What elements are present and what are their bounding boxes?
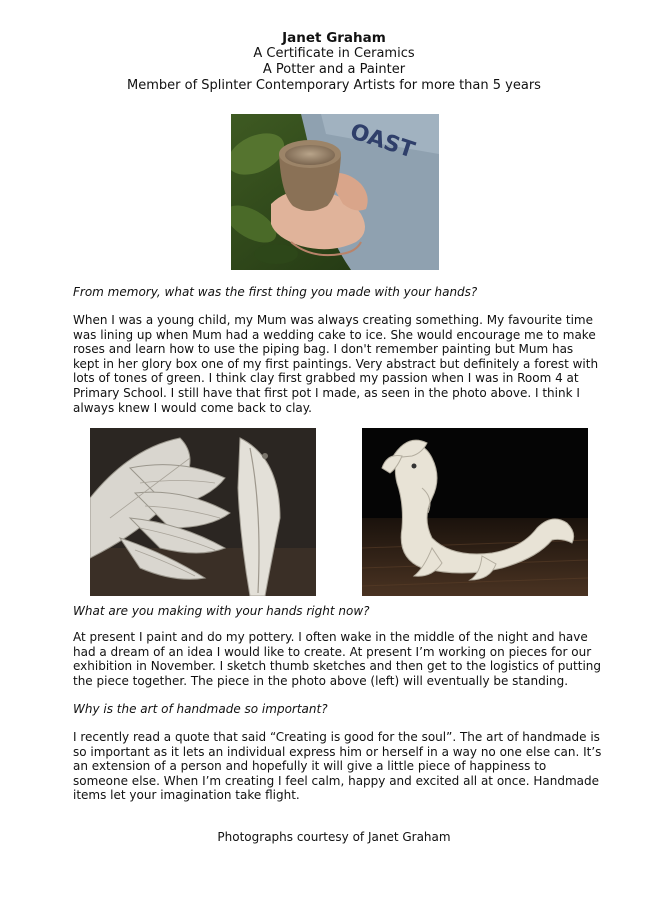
answer-2: At present I paint and do my pottery. I often wake in the middle of the night and have had a dream of an idea I would like to create. At present I’m working on pieces for our exhibition in November. I sketch thumb sketches and then get to the logistics of putting the piece together. The piece in the photo above (left) will eventually be standing. <box>73 630 601 688</box>
sweater-lettering: OAST <box>347 119 418 164</box>
answer-1: When I was a young child, my Mum was always creating something. My favourite time was lining up when Mum had a wedding cake to ice. She would encourage me to make roses and learn how to use the piping bag. I don't remember painting but Mum has kept in her glory box one of my first paintings. Very abstract but definitely a forest with lots of tones of green. I think clay first grabbed my passion when I was in Room 4 at Primary School. I still have that first pot I made, as seen in the photo above. I think I always knew I would come back to clay. <box>73 313 599 415</box>
header <box>0 30 668 94</box>
question-3: Why is the art of handmade so important? <box>73 702 328 716</box>
photo-credit: Photographs courtesy of Janet Graham <box>217 830 451 844</box>
subtitle-membership: Member of Splinter Contemporary Artists for more than 5 years <box>127 78 541 93</box>
photo-clay-wing <box>90 428 316 596</box>
artist-name: Janet Graham <box>282 30 386 46</box>
answer-3: I recently read a quote that said “Creating is good for the soul”. The art of handmade is so important as it lets an individual express him or herself in a way no one else can. It’s an extension of a person and hopefully it will give a little piece of happiness to someone else. When I’m creating I feel calm, happy and excited all at once. Handmade items let your imagination take flight. <box>73 730 602 803</box>
photo-hands-holding-pot <box>231 114 439 270</box>
subtitle-role: A Potter and a Painter <box>262 62 406 77</box>
subtitle-certificate: A Certificate in Ceramics <box>253 46 415 61</box>
question-1: From memory, what was the first thing you made with your hands? <box>73 285 478 299</box>
question-2: What are you making with your hands right now? <box>73 604 370 618</box>
photo-clay-dragon <box>362 428 588 596</box>
